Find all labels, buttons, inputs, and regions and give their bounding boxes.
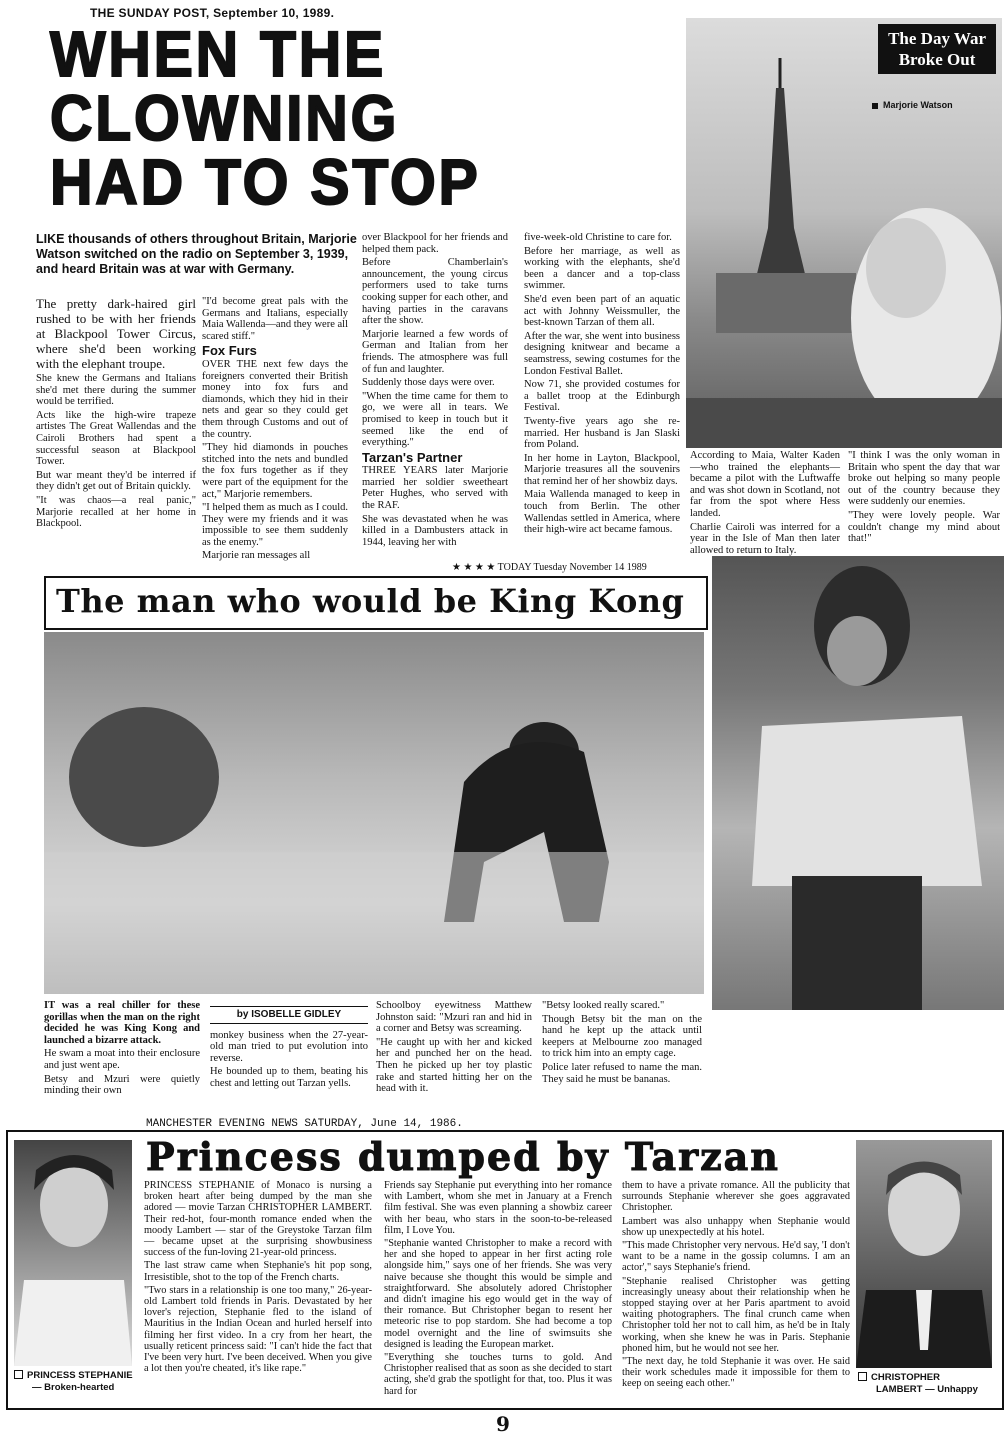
- headline-king-kong-box: [44, 576, 708, 630]
- body-paragraph: "When the time came for them to go, we were all in tears. We promised to keep in touch but it seemed like the end of everything.": [362, 390, 508, 449]
- body-paragraph: She knew the Germans and Italians she'd met there during the summer would be terrified.: [36, 373, 196, 408]
- body-paragraph: THREE YEARS later Marjorie married her soldier sweetheart Peter Hughes, who served with the RAF.: [362, 465, 508, 512]
- body-paragraph: monkey business when the 27-year-old man tried to put evolution into reverse.: [210, 1029, 368, 1064]
- caption-text: CHRISTOPHER: [871, 1372, 940, 1383]
- body-paragraph: After the war, she went into business designing knitwear and became a seamstress, sewing costumes for the London Festival Ballet.: [524, 330, 680, 377]
- headline-line: CLOWNING: [50, 82, 400, 154]
- body-paragraph: The last straw came when Stephanie's hit pop song, Irresistible, shot to the top of the French charts.: [144, 1260, 372, 1283]
- article3-column-3: [622, 1180, 850, 1392]
- photo-man: [712, 556, 1004, 1010]
- dateline-sunday-post: THE SUNDAY POST, September 10, 1989.: [90, 6, 335, 20]
- byline-text: Marjorie Watson: [883, 100, 953, 110]
- body-paragraph: "I'd become great pals with the Germans and Italians, especially Maia Wallenda—and they were all scared stiff.": [202, 296, 348, 342]
- body-paragraph: Schoolboy eyewitness Matthew Johnston said: "Mzuri ran and hid in a corner and Betsy was screaming.: [376, 1000, 532, 1035]
- headline-princess: Princess dumped by Tarzan: [146, 1134, 780, 1179]
- body-paragraph: "Stephanie realised Christopher was getting increasingly uneasy about their relationship when he stopped staying over at her Paris apartment to avoid waiting photographers. The final crunch came when Christopher told her not to call him, as he'd be in Italy working, when she knew he was in Paris. Stephanie phoned him, but he would not see her.: [622, 1275, 850, 1354]
- body-paragraph: "They were lovely people. War couldn't change my mind about that!": [848, 509, 1000, 545]
- body-paragraph: "I helped them as much as I could. They were my friends and it was impossible to see them suddenly as the enemy.": [202, 502, 348, 548]
- article1-column-4: [524, 232, 680, 538]
- body-paragraph: Betsy and Mzuri were quietly minding their own: [44, 1073, 200, 1097]
- body-paragraph: Maia Wallenda managed to keep in touch from Berlin. The other Wallendas settled in America, where their high-wire act became famous.: [524, 489, 680, 536]
- sidebar-title-line: Broke Out: [898, 50, 976, 69]
- body-paragraph: "This made Christopher very nervous. He'd say, 'I don't want to be a name in the gossip columns. I am an actor'," says Stephanie's friend.: [622, 1240, 850, 1274]
- sidebar-title-line: The Day War: [888, 29, 986, 48]
- body-paragraph: But war meant they'd be interred if they didn't get out of Britain quickly.: [36, 469, 196, 493]
- article1-column-3: [362, 232, 508, 550]
- body-paragraph: OVER THE next few days the foreigners converted their British money into fox furs and diamonds, which they hid in their nets and gear so they could get them through Customs and out of the country.: [202, 358, 348, 440]
- dateline-manchester: MANCHESTER EVENING NEWS SATURDAY, June 14, 1986.: [146, 1118, 463, 1130]
- body-paragraph: Though Betsy bit the man on the hand he kept up the attack until keepers at Melbourne zoo managed to trick him into an empty cage.: [542, 1013, 702, 1060]
- body-paragraph: Friends say Stephanie put everything into her romance with Lambert, whom she met in January at a French film festival. She was even planning a showbiz career with her beau, who stars in the soon-to-be-released film, I Love You.: [384, 1180, 612, 1236]
- byline-text: by ISOBELLE GIDLEY: [236, 1009, 342, 1020]
- photo-blackpool-tower: [686, 18, 1002, 448]
- dateline-today: ★ ★ ★ ★ TODAY Tuesday November 14 1989: [452, 562, 647, 573]
- article3-column-2: [384, 1180, 612, 1399]
- body-paragraph: "I think I was the only woman in Britain who spent the day that war broke out helping so many people out of the country because they were suddenly our enemies.: [848, 450, 1000, 508]
- caption-text: LAMBERT — Unhappy: [876, 1384, 978, 1395]
- bullet-icon: [872, 103, 878, 109]
- body-paragraph: "They hid diamonds in pouches stitched into the nets and bundled the fox furs together as if they were part of the equipment for the act," Marjorie remembers.: [202, 442, 348, 500]
- body-paragraph: In her home in Layton, Blackpool, Marjorie treasures all the souvenirs that remind her of her showbiz days.: [524, 452, 680, 487]
- headline-line: HAD TO STOP: [50, 146, 481, 218]
- headline-clowning: [50, 18, 630, 218]
- subhead-fox-furs: Fox Furs: [202, 343, 257, 359]
- photo-stephanie: [14, 1140, 132, 1366]
- body-paragraph: He bounded up to them, beating his chest and letting out Tarzan yells.: [210, 1066, 368, 1089]
- body-paragraph: them to have a private romance. All the publicity that surrounds Stephanie wherever she goes aggravated Christopher.: [622, 1180, 850, 1214]
- body-paragraph: Before Chamberlain's announcement, the young circus performers used to take turns cooking supper for each other, and having parties in the caravans after the show.: [362, 257, 508, 327]
- caption-box-icon: [858, 1372, 867, 1381]
- subhead-tarzans-partner: Tarzan's Partner: [362, 449, 463, 465]
- photo-lambert: [856, 1140, 992, 1368]
- article1-column-2: [202, 296, 348, 564]
- lambert-illustration: [856, 1140, 992, 1368]
- article3-column-1: [144, 1180, 372, 1376]
- body-paragraph: Lambert was also unhappy when Stephanie would show up unexpectedly at his hotel.: [622, 1215, 850, 1238]
- article2-column-3: [376, 1000, 532, 1097]
- body-paragraph: Now 71, she provided costumes for a ballet troop at the Edinburgh Festival.: [524, 379, 680, 414]
- body-paragraph: "Stephanie wanted Christopher to make a record with her and she hoped to appear in her first acting role alongside him," says one of her friends. She was very naive because she thought this would be simple and straightforward. She absolutely adored Christopher and didn't imagine his ego would get in the way of their romance. But Christopher began to resent her meteoric rise to pop stardom. She had become a top model overnight and the line of swimsuits she designed is leading the European market.: [384, 1238, 612, 1350]
- body-paragraph: She was devastated when he was killed in a Dambusters attack in 1944, leaving her with: [362, 513, 508, 548]
- body-paragraph: PRINCESS STEPHANIE of Monaco is nursing a broken heart after being dumped by the man she adored — movie Tarzan CHRISTOPHER LAMBERT. Their red-hot, four-month romance ended when the moody Lambert — star of the Greystoke Tarzan film — became upset at the surprising showbusiness success of the fun-loving 21-year-old princess.: [144, 1180, 372, 1259]
- sidebar-byline: [872, 100, 953, 110]
- body-paragraph: "It was chaos—a real panic," Marjorie recalled at her home in Blackpool.: [36, 494, 196, 530]
- body-paragraph: Marjorie ran messages all: [202, 550, 311, 562]
- caption-stephanie: [14, 1370, 133, 1394]
- article2-column-1: [44, 1000, 200, 1099]
- lede-paragraph: LIKE thousands of others throughout Britain, Marjorie Watson switched on the radio on September 3, 1939, and heard Britain was at war with Germany.: [36, 232, 357, 276]
- body-paragraph: According to Maia, Walter Kaden—who trained the elephants—became a pilot with the Luftwaffe and was shot down in Scotland, not far from the spot where Hess landed.: [690, 450, 840, 519]
- body-paragraph: He swam a moat into their enclosure and just went ape.: [44, 1048, 200, 1071]
- body-paragraph: She'd even been part of an aquatic act with Johnny Weissmuller, the best-known Tarzan of them all.: [524, 293, 680, 329]
- body-paragraph: over Blackpool for her friends and helped them pack.: [362, 232, 508, 255]
- body-paragraph: "Everything she touches turns to gold. And Christopher realised that as soon as she decided to start acting, she'd grab the spotlight for that, too. Plus it was hard for: [384, 1352, 612, 1397]
- body-paragraph: Twenty-five years ago she re-married. Her husband is Jan Slaski from Poland.: [524, 415, 680, 451]
- byline-gidley: [210, 1006, 368, 1024]
- body-paragraph: Before her marriage, as well as working with the elephants, she'd been a dancer and a top-class swimmer.: [524, 245, 680, 292]
- headline-king-kong: The man who would be King Kong: [56, 582, 685, 620]
- stephanie-illustration: [14, 1140, 132, 1366]
- caption-lambert: [858, 1372, 978, 1396]
- body-paragraph: Charlie Cairoli was interred for a year in the Isle of Man then later allowed to return to Italy.: [690, 521, 840, 556]
- sidebar-title-box: [878, 24, 996, 74]
- gorilla-illustration: [44, 632, 704, 994]
- body-paragraph: Acts like the high-wire trapeze artistes The Great Wallendas and the Cairoli Brothers had spent a successful season at Blackpool Tower.: [36, 409, 196, 468]
- man-illustration: [712, 556, 1004, 1010]
- body-paragraph: Suddenly those days were over.: [362, 377, 495, 389]
- body-paragraph: "He caught up with her and kicked her and punched her on the head. Then he picked up her toy plastic rake and started hitting her on the head with it.: [376, 1036, 532, 1095]
- body-paragraph: "Two stars in a relationship is one too many," 26-year-old Lambert told friends in Paris. Devastated by her lover's rejection, Stephanie fled to the island of Mauritius in the Indian Ocean and hurled herself into filming her first video. In a cry from her heart, the usually reticent princess said: "I can't hide the fact that I've been very hurt. I've been deceived. When you give a lot then you're cheated, it's like rape.": [144, 1284, 372, 1375]
- body-paragraph: five-week-old Christine to care for.: [524, 232, 672, 243]
- caption-text: PRINCESS STEPHANIE: [27, 1370, 133, 1381]
- intro-paragraph: The pretty dark-haired girl rushed to be with her friends at Blackpool Tower Circus, where she'd been working with the elephant troupe.: [36, 296, 196, 371]
- photo-gorilla: [44, 632, 704, 994]
- body-paragraph: "Betsy looked really scared.": [542, 1000, 665, 1011]
- body-paragraph: Marjorie learned a few words of German and Italian from her friends. The atmosphere was full of fun and laughter.: [362, 328, 508, 375]
- caption-box-icon: [14, 1370, 23, 1379]
- article2-column-2: [210, 1002, 368, 1092]
- headline-line: WHEN THE: [50, 18, 387, 90]
- article2-column-4: [542, 1000, 702, 1087]
- page-number: 9: [496, 1412, 510, 1436]
- body-paragraph: "The next day, he told Stephanie it was over. He said their work schedules made it impossible for them to keep on seeing each other.": [622, 1356, 850, 1390]
- tower-illustration: [686, 18, 1002, 448]
- caption-text: — Broken-hearted: [32, 1382, 115, 1393]
- article1-column-1: [36, 296, 196, 532]
- article1-column-5: [690, 450, 840, 558]
- article1-column-6: [848, 450, 1000, 547]
- body-paragraph: Police later refused to name the man. They said he must be bananas.: [542, 1061, 702, 1085]
- body-paragraph: IT was a real chiller for these gorillas when the man on the right decided he was King Kong and launched a bizarre attack.: [44, 1000, 200, 1046]
